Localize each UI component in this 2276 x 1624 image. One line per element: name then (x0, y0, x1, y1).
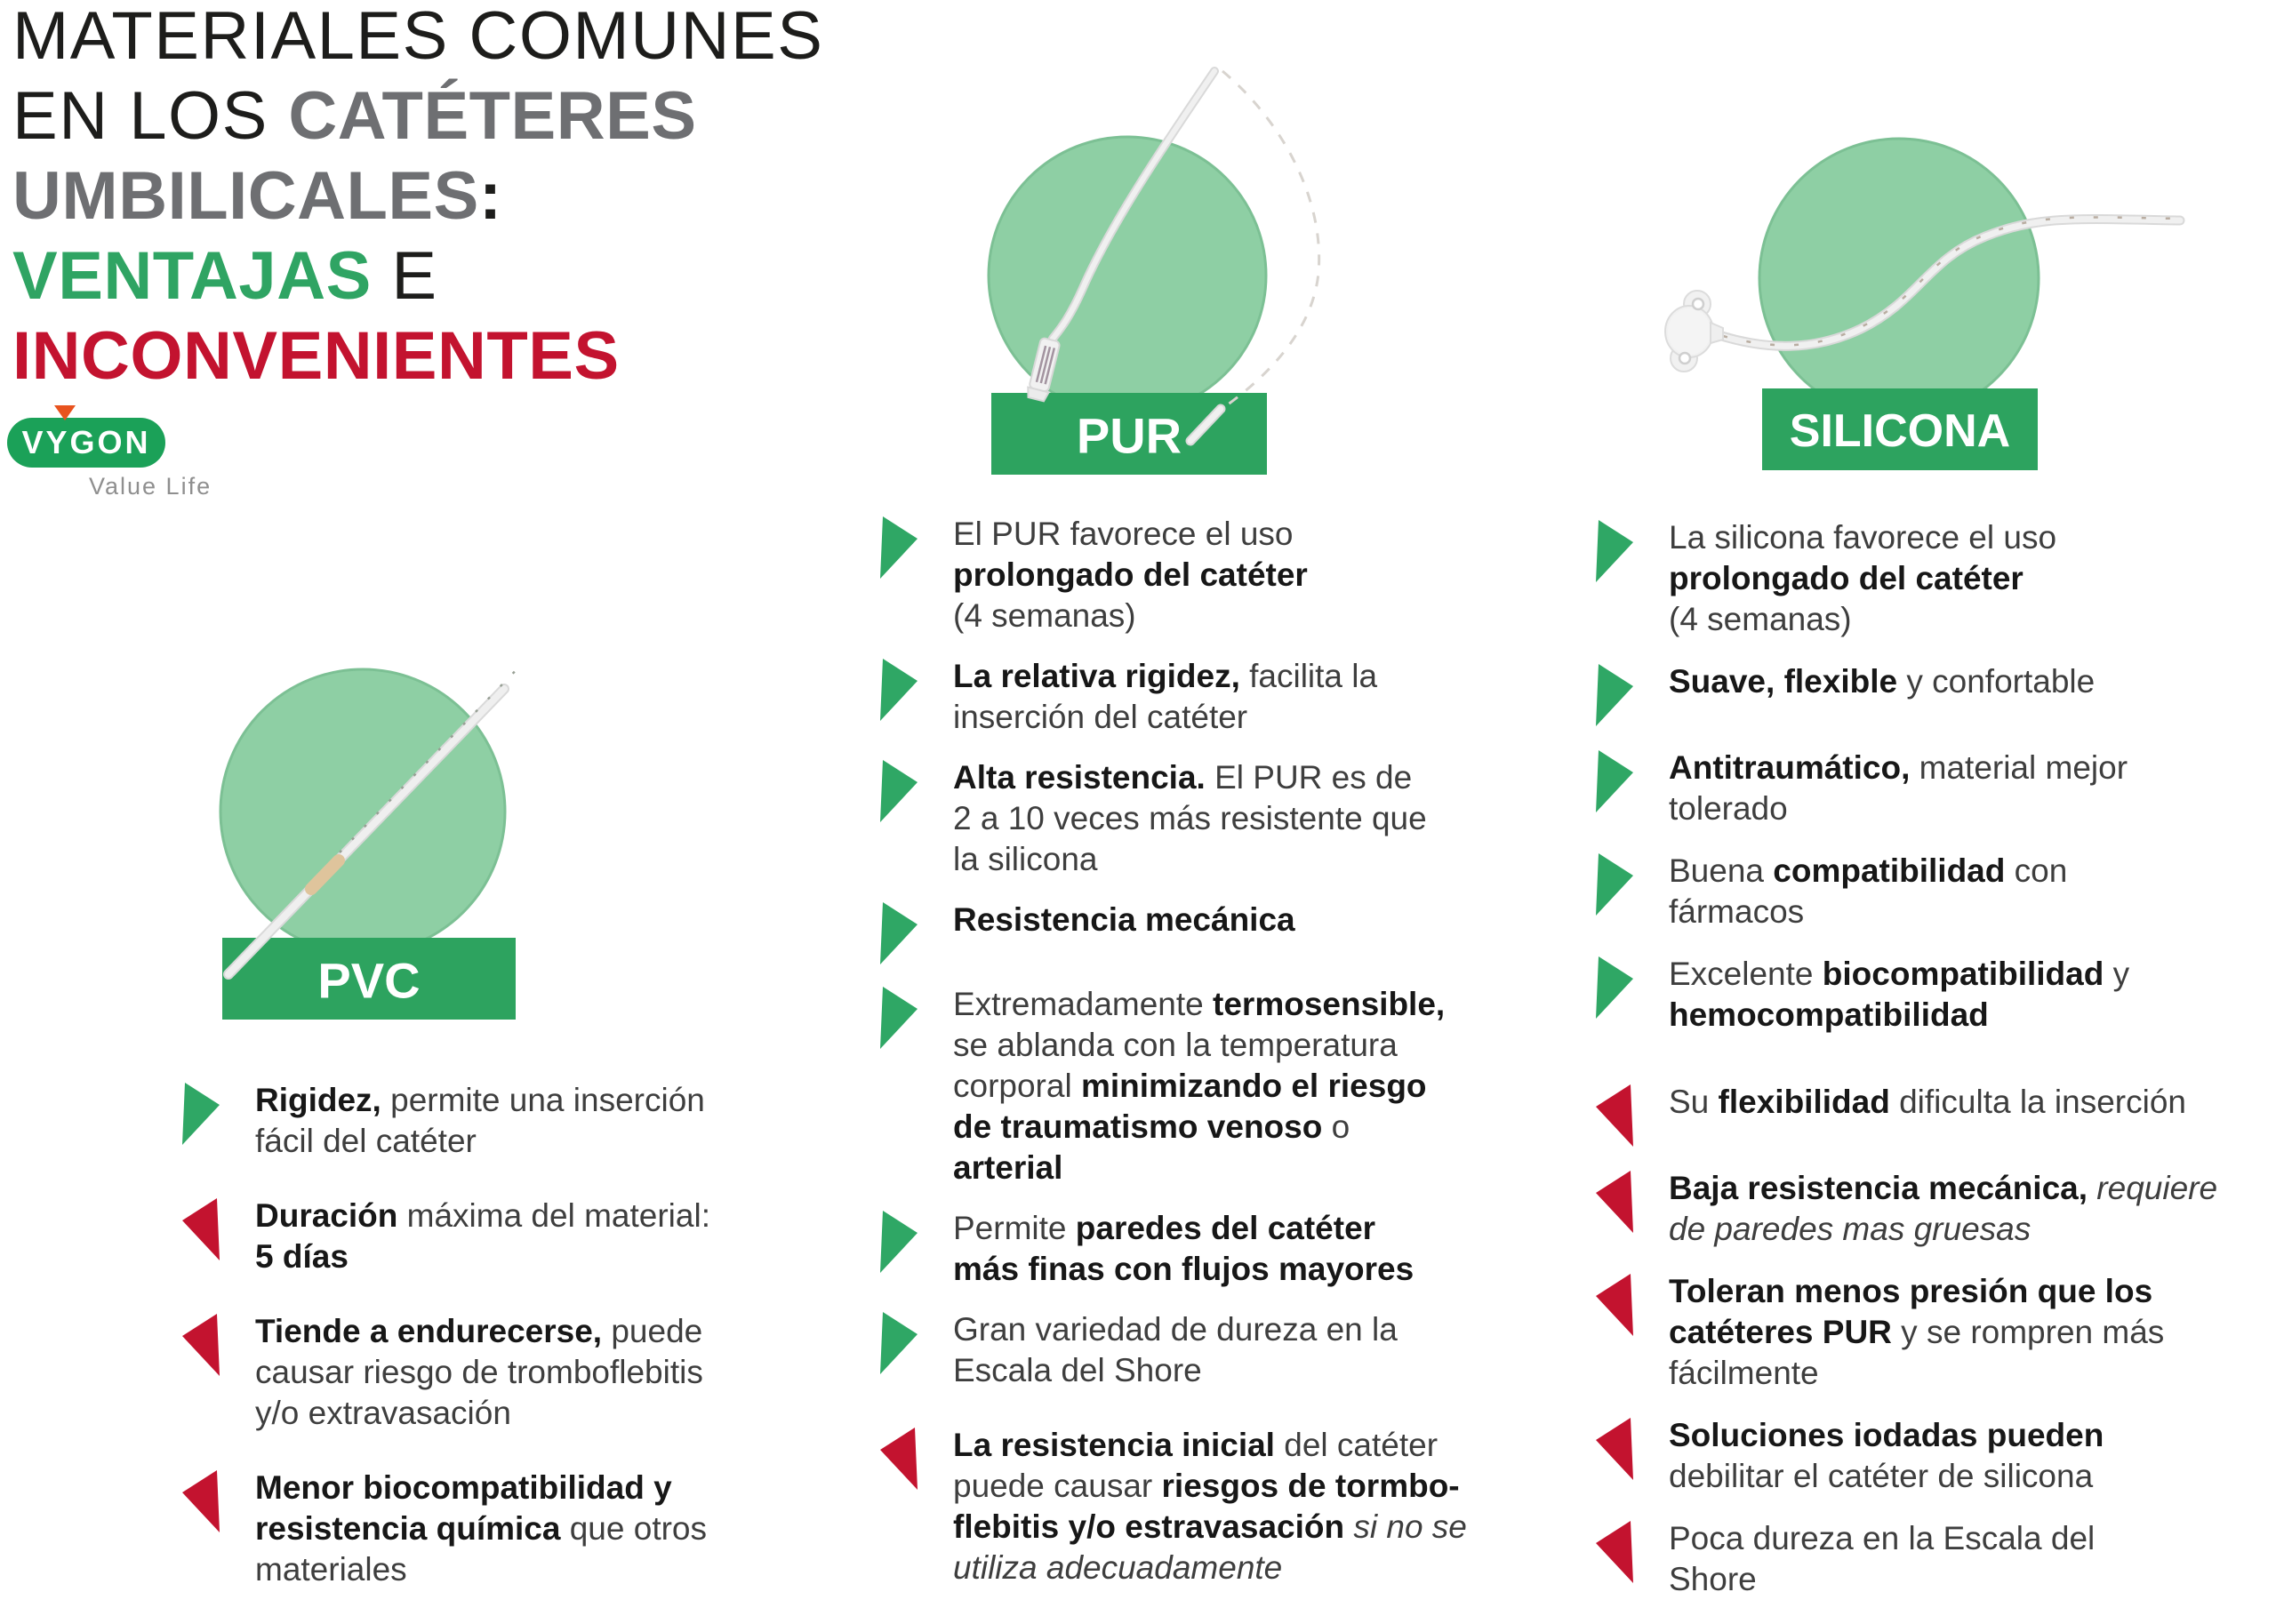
vygon-triangle-icon (54, 405, 76, 420)
item-text-segment: del catéter (1274, 1427, 1439, 1463)
disadvantage-arrow-icon (182, 1470, 220, 1532)
disadvantage-arrow-icon (1596, 1274, 1633, 1336)
figure-pur (965, 64, 1374, 482)
advantage-arrow-icon (880, 516, 918, 579)
disadvantage-item (182, 1468, 822, 1590)
item-text-segment: o (1322, 1108, 1350, 1145)
item-text-segment: que otros (560, 1510, 708, 1547)
vygon-logo-pill (7, 418, 165, 468)
advantage-item (182, 1080, 822, 1162)
pur-banner-label: PUR (1076, 407, 1182, 464)
item-text-segment: prolongado del catéter (1669, 560, 2024, 596)
item-text-segment: tolerado (1669, 790, 1788, 827)
item-text (1669, 1271, 2164, 1394)
item-text-segment: flebitis y/o estravasación (953, 1508, 1345, 1545)
pvc-banner-label: PVC (317, 952, 421, 1009)
item-text (953, 757, 1427, 880)
item-text-segment: Rigidez, (255, 1082, 381, 1118)
item-text-segment: fármacos (1669, 893, 1805, 930)
item-text-segment: (4 semanas) (1669, 601, 1852, 637)
item-text-segment: Buena (1669, 852, 1774, 889)
item-text-segment: de traumatismo venoso (953, 1108, 1323, 1145)
item-text (1669, 748, 2128, 829)
item-text-segment: materiales (255, 1551, 407, 1588)
silicona-banner-label: SILICONA (1789, 405, 2011, 457)
item-text-segment: paredes del catéter (1075, 1210, 1376, 1246)
item-text-segment: se ablanda con la temperatura (953, 1027, 1398, 1063)
advantage-arrow-icon (880, 1211, 918, 1273)
advantage-item (1596, 954, 2276, 1036)
pur-item-list (880, 514, 1583, 1608)
item-text-segment: Menor biocompatibilidad y (255, 1469, 672, 1506)
item-text-segment: Gran variedad de dureza en la (953, 1311, 1398, 1348)
item-text-segment: causar riesgo de tromboflebitis (255, 1354, 703, 1390)
item-text-segment: resistencia química (255, 1510, 561, 1547)
title-text: EN LOS (12, 78, 289, 154)
page-title (12, 0, 823, 396)
title-text: MATERIALES COMUNES (12, 0, 824, 74)
item-text-segment: flexibilidad (1718, 1084, 1890, 1120)
item-text-segment: inserción del catéter (953, 699, 1248, 735)
item-text-segment: Duración (255, 1197, 398, 1234)
item-text-segment: con (2005, 852, 2068, 889)
advantage-arrow-icon (880, 1312, 918, 1374)
item-text-segment: si no se (1344, 1508, 1467, 1545)
item-text-segment: permite una inserción (381, 1082, 705, 1118)
item-text-segment: Resistencia mecánica (953, 901, 1295, 938)
item-text (953, 900, 1295, 940)
item-text (1669, 1415, 2104, 1497)
item-text-segment: Extremadamente (953, 986, 1214, 1022)
item-text-segment: compatibilidad (1773, 852, 2006, 889)
item-text (1669, 954, 2129, 1036)
item-text-segment: Tiende a endurecerse, (255, 1313, 603, 1349)
advantage-item (880, 514, 1583, 636)
advantage-item (1596, 748, 2276, 829)
advantage-arrow-icon (1596, 956, 1633, 1019)
item-text (1669, 1082, 2186, 1123)
item-text-segment: minimizando el riesgo (1080, 1068, 1427, 1104)
item-text-segment: La relativa rigidez, (953, 658, 1240, 694)
advantage-item (880, 900, 1583, 964)
advantage-arrow-icon (880, 659, 918, 721)
item-text-segment: Toleran menos presión que los (1669, 1273, 2153, 1309)
item-text-segment: debilitar el catéter de silicona (1669, 1458, 2094, 1494)
item-text-segment: Alta resistencia. (953, 759, 1206, 796)
disadvantage-arrow-icon (1596, 1171, 1633, 1233)
item-text (255, 1196, 710, 1277)
disadvantage-item (182, 1196, 822, 1277)
silicona-catheter-hub (1665, 291, 1723, 372)
advantage-arrow-icon (880, 902, 918, 964)
advantage-item (1596, 851, 2276, 932)
item-text-segment: La resistencia inicial (953, 1427, 1275, 1463)
title-text-cateteres: CATÉTERES (288, 78, 697, 154)
silicona-item-list (1596, 517, 2276, 1621)
advantage-arrow-icon (1596, 664, 1633, 726)
item-text (255, 1311, 703, 1434)
disadvantage-item (1596, 1271, 2276, 1394)
item-text-segment: biocompatibilidad (1822, 956, 2104, 992)
advantage-arrow-icon (1596, 520, 1633, 582)
item-text-segment: Suave, flexible (1669, 663, 1898, 700)
item-text (1669, 851, 2067, 932)
pur-circle (989, 137, 1266, 414)
item-text-segment: y confortable (1897, 663, 2096, 700)
item-text (255, 1080, 705, 1162)
item-text (953, 1208, 1414, 1290)
item-text-segment: facilita la (1239, 658, 1378, 694)
advantage-arrow-icon (1596, 750, 1633, 812)
advantage-item (880, 1309, 1583, 1391)
item-text-segment: Soluciones iodadas pueden (1669, 1417, 2104, 1453)
advantage-arrow-icon (880, 987, 918, 1049)
item-text-segment: termosensible, (1213, 986, 1446, 1022)
figure-silicona (1634, 126, 2187, 500)
item-text-segment: utiliza adecuadamente (953, 1549, 1283, 1586)
item-text-segment: Escala del Shore (953, 1352, 1202, 1388)
item-text-segment: Antitraumático, (1669, 749, 1911, 786)
item-text-segment: fácilmente (1669, 1355, 1819, 1391)
pvc-circle (220, 669, 505, 954)
title-line-2 (12, 76, 823, 156)
item-text-segment: El PUR favorece el uso (953, 516, 1294, 552)
item-text (1669, 1168, 2217, 1250)
item-text-segment: de paredes mas gruesas (1669, 1211, 2032, 1247)
disadvantage-item (880, 1425, 1583, 1588)
item-text-segment: arterial (953, 1149, 1063, 1186)
item-text-segment: dificulta la inserción (1889, 1084, 2186, 1120)
silicona-circle (1759, 139, 2039, 418)
advantage-item (880, 984, 1583, 1188)
item-text (953, 1425, 1467, 1588)
item-text-segment: Shore (1669, 1561, 1757, 1597)
item-text-segment: fácil del catéter (255, 1123, 477, 1159)
item-text-segment: Baja resistencia mecánica, (1669, 1170, 2088, 1206)
title-line-1 (12, 0, 823, 76)
item-text (1669, 661, 2095, 702)
disadvantage-arrow-icon (1596, 1418, 1633, 1480)
disadvantage-arrow-icon (880, 1428, 918, 1490)
title-text: E (371, 238, 438, 314)
item-text-segment: La silicona favorece el uso (1669, 519, 2057, 556)
title-text-umbilicales: UMBILICALES (12, 158, 479, 234)
silicona-illustration (1634, 126, 2187, 500)
item-text (953, 514, 1308, 636)
title-text-ventajas: VENTAJAS (12, 238, 372, 314)
pvc-illustration (200, 656, 556, 1067)
pvc-item-list (182, 1080, 822, 1624)
title-line-4 (12, 236, 823, 316)
item-text-segment: y (2104, 956, 2130, 992)
item-text-segment: (4 semanas) (953, 597, 1136, 634)
advantage-arrow-icon (1596, 853, 1633, 916)
title-text-inconvenientes: INCONVENIENTES (12, 318, 620, 394)
item-text (953, 1309, 1398, 1391)
item-text (953, 656, 1377, 738)
item-text (953, 984, 1445, 1188)
disadvantage-arrow-icon (1596, 1084, 1633, 1147)
item-text (1669, 517, 2056, 640)
advantage-item (1596, 517, 2276, 640)
advantage-item (880, 656, 1583, 738)
item-text-segment: Excelente (1669, 956, 1823, 992)
item-text-segment: corporal (953, 1068, 1081, 1104)
item-text-segment: puede causar (953, 1468, 1162, 1504)
item-text-segment: material mejor (1910, 749, 2128, 786)
figure-pvc (200, 656, 556, 1067)
vygon-tagline: Value Life (89, 473, 212, 500)
disadvantage-item (182, 1311, 822, 1434)
advantage-item (880, 757, 1583, 880)
title-line-3 (12, 156, 823, 236)
disadvantage-arrow-icon (1596, 1521, 1633, 1583)
disadvantage-item (1596, 1082, 2276, 1147)
disadvantage-item (1596, 1415, 2276, 1497)
item-text (1669, 1518, 2095, 1600)
title-colon: : (478, 158, 502, 234)
item-text-segment: y se rompren más (1891, 1314, 2165, 1350)
item-text-segment: El PUR es de (1205, 759, 1413, 796)
item-text-segment: prolongado del catéter (953, 556, 1308, 593)
item-text-segment: máxima del material: (397, 1197, 710, 1234)
item-text-segment: catéteres PUR (1669, 1314, 1892, 1350)
disadvantage-arrow-icon (182, 1198, 220, 1260)
vygon-logo (7, 418, 220, 500)
advantage-arrow-icon (880, 760, 918, 822)
item-text-segment: requiere (2088, 1170, 2218, 1206)
disadvantage-item (1596, 1518, 2276, 1600)
title-line-5 (12, 316, 823, 396)
item-text-segment: riesgos de tormbo- (1161, 1468, 1460, 1504)
item-text-segment: Permite (953, 1210, 1076, 1246)
disadvantage-item (1596, 1168, 2276, 1250)
item-text-segment: más finas con flujos mayores (953, 1251, 1414, 1287)
vygon-brand-name: VYGON (21, 424, 151, 460)
disadvantage-arrow-icon (182, 1314, 220, 1376)
advantage-item (1596, 661, 2276, 726)
item-text (255, 1468, 707, 1590)
item-text-segment: puede (602, 1313, 703, 1349)
advantage-arrow-icon (182, 1083, 220, 1145)
item-text-segment: hemocompatibilidad (1669, 996, 1989, 1033)
item-text-segment: y/o extravasación (255, 1395, 511, 1431)
item-text-segment: 2 a 10 veces más resistente que (953, 800, 1427, 836)
pur-illustration (965, 64, 1374, 482)
item-text-segment: Poca dureza en la Escala del (1669, 1520, 2096, 1556)
item-text-segment: 5 días (255, 1238, 349, 1275)
item-text-segment: Su (1669, 1084, 1719, 1120)
item-text-segment: la silicona (953, 841, 1098, 877)
advantage-item (880, 1208, 1583, 1290)
